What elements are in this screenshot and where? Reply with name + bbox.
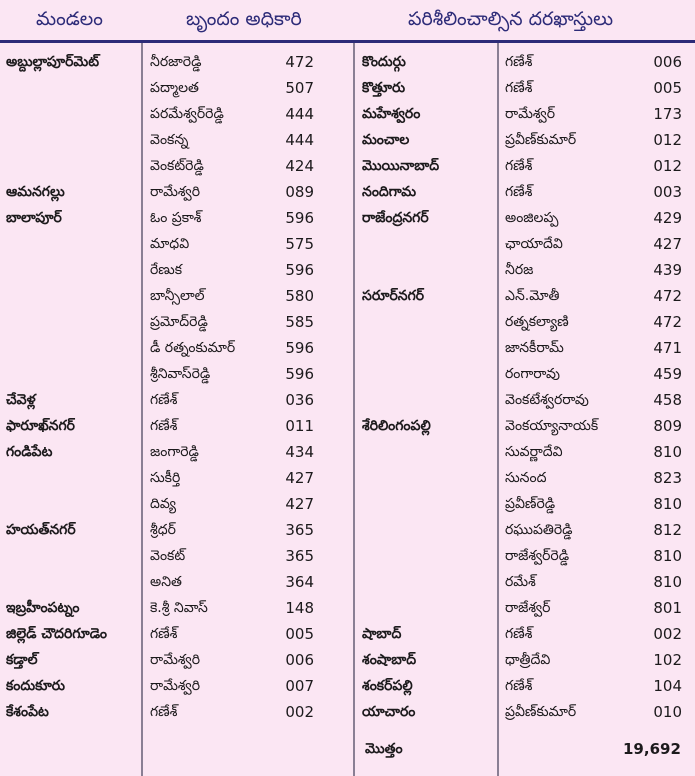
header-divider xyxy=(0,40,695,43)
header-mandal: మండలం xyxy=(36,8,103,30)
mandal-cell: బాలాపూర్ xyxy=(6,210,62,226)
officer-cell: నీరజారెడ్డి xyxy=(150,54,202,70)
officer-cell: పరమేశ్వర్‌రెడ్డి xyxy=(150,106,224,122)
count-cell: 002 xyxy=(285,703,314,721)
count-cell: 444 xyxy=(285,105,314,123)
officer-cell: వెంకన్న xyxy=(150,132,189,148)
count-cell: 036 xyxy=(285,391,314,409)
total-label: మొత్తం xyxy=(365,741,403,757)
officer-cell: రాజేశ్వర్ xyxy=(505,600,551,616)
officer-cell: గణేశ్ xyxy=(150,418,178,434)
count-cell: 810 xyxy=(653,573,682,591)
count-cell: 012 xyxy=(653,157,682,175)
count-cell: 365 xyxy=(285,521,314,539)
officer-cell: వెంకయ్యానాయక్ xyxy=(505,418,599,434)
officer-cell: గణేశ్ xyxy=(150,626,178,642)
officer-cell: నీరజ xyxy=(505,262,534,278)
officer-cell: గణేశ్ xyxy=(150,392,178,408)
count-cell: 472 xyxy=(653,313,682,331)
table-row xyxy=(0,101,695,127)
mandal-cell: శంషాబాద్ xyxy=(362,652,417,668)
count-cell: 007 xyxy=(285,677,314,695)
header-officer: బృందం అధికారి xyxy=(186,8,302,30)
count-cell: 596 xyxy=(285,261,314,279)
officer-cell: దివ్య xyxy=(150,496,177,512)
table-row xyxy=(0,621,695,647)
officer-cell: రత్నకల్యాణి xyxy=(505,314,569,330)
table-row xyxy=(0,257,695,283)
table-row xyxy=(0,361,695,387)
mandal-cell: మంచాల xyxy=(362,132,410,148)
mandal-cell: గండిపేట xyxy=(6,444,53,460)
mandal-cell: కడ్తాల్ xyxy=(6,652,38,668)
count-cell: 575 xyxy=(285,235,314,253)
officer-cell: పద్మాలత xyxy=(150,80,199,96)
count-cell: 596 xyxy=(285,365,314,383)
count-cell: 102 xyxy=(653,651,682,669)
officer-cell: బాన్సీలాల్ xyxy=(150,288,205,304)
count-cell: 364 xyxy=(285,573,314,591)
count-cell: 429 xyxy=(653,209,682,227)
count-cell: 444 xyxy=(285,131,314,149)
officer-cell: రామేశ్వర్ xyxy=(505,106,556,122)
officer-cell: శ్రీనివాస్‌రెడ్డి xyxy=(150,366,211,382)
mandal-cell: శేరిలింగంపల్లి xyxy=(362,418,431,434)
mandal-cell: కొందుర్గు xyxy=(362,54,406,70)
count-cell: 458 xyxy=(653,391,682,409)
officer-cell: రమేశ్ xyxy=(505,574,536,590)
count-cell: 472 xyxy=(653,287,682,305)
mandal-cell: జిల్లెడ్ చౌదరిగూడెం xyxy=(6,626,108,642)
officer-cell: అంజిలప్ప xyxy=(505,210,559,226)
mandal-cell: రాజేంద్రనగర్ xyxy=(362,210,429,226)
officer-cell: జంగారెడ్డి xyxy=(150,444,199,460)
header-applications: పరిశీలించాల్సిన దరఖాస్తులు xyxy=(408,8,614,30)
officer-cell: వెంకట్ xyxy=(150,548,186,564)
count-cell: 823 xyxy=(653,469,682,487)
officer-cell: సుకీర్తి xyxy=(150,470,181,486)
count-cell: 580 xyxy=(285,287,314,305)
table-row xyxy=(0,231,695,257)
count-cell: 002 xyxy=(653,625,682,643)
count-cell: 507 xyxy=(285,79,314,97)
count-cell: 812 xyxy=(653,521,682,539)
mandal-cell: నందిగామ xyxy=(362,184,417,200)
officer-cell: గణేశ్ xyxy=(505,80,533,96)
officer-cell: వెంకటేశ్వరరావు xyxy=(505,392,589,408)
mandal-cell: ఫారూఖ్‌నగర్ xyxy=(6,418,75,434)
count-cell: 810 xyxy=(653,443,682,461)
table-row xyxy=(0,699,695,725)
table-row xyxy=(0,491,695,517)
officer-cell: ప్రమోద్‌రెడ్డి xyxy=(150,314,208,330)
officer-cell: రామేశ్వరి xyxy=(150,184,201,200)
table-row xyxy=(0,673,695,699)
count-cell: 471 xyxy=(653,339,682,357)
table-row xyxy=(0,309,695,335)
officer-cell: శ్రీధర్ xyxy=(150,522,176,538)
table-row xyxy=(0,179,695,205)
mandal-cell: యాచారం xyxy=(362,704,416,720)
table-row xyxy=(0,49,695,75)
officer-cell: గణేశ్ xyxy=(505,184,533,200)
mandal-cell: కేశంపేట xyxy=(6,704,49,720)
table-row xyxy=(0,75,695,101)
count-cell: 006 xyxy=(285,651,314,669)
officer-cell: సువర్ణాదేవి xyxy=(505,444,563,460)
officer-cell: సునంద xyxy=(505,470,547,486)
count-cell: 005 xyxy=(285,625,314,643)
officer-cell: గణేశ్ xyxy=(150,704,178,720)
count-cell: 596 xyxy=(285,209,314,227)
count-cell: 003 xyxy=(653,183,682,201)
table-row xyxy=(0,647,695,673)
mandal-cell: ఆమనగల్లు xyxy=(6,184,65,200)
count-cell: 434 xyxy=(285,443,314,461)
mandal-cell: కొత్తూరు xyxy=(362,80,406,96)
officer-cell: రఘుపతిరెడ్డి xyxy=(505,522,573,538)
total-value: 19,692 xyxy=(623,740,681,758)
officer-cell: మాధవి xyxy=(150,236,190,252)
mandal-cell: శంకర్‌పల్లి xyxy=(362,678,413,694)
officer-cell: ప్రవీణ్‌కుమార్ xyxy=(505,132,577,148)
table-row xyxy=(0,153,695,179)
table-row xyxy=(0,387,695,413)
officer-cell: రేణుక xyxy=(150,262,183,278)
table-row xyxy=(0,335,695,361)
count-cell: 427 xyxy=(653,235,682,253)
officer-cell: ప్రవీణ్‌రెడ్డి xyxy=(505,496,556,512)
table-row xyxy=(0,595,695,621)
mandal-cell: మొయినాబాద్ xyxy=(362,158,440,174)
count-cell: 173 xyxy=(653,105,682,123)
table-row xyxy=(0,413,695,439)
officer-cell: ఎన్.మోతీ xyxy=(505,288,560,304)
count-cell: 596 xyxy=(285,339,314,357)
mandal-cell: మహేశ్వరం xyxy=(362,106,421,122)
count-cell: 801 xyxy=(653,599,682,617)
table-row xyxy=(0,517,695,543)
mandal-cell: హయత్‌నగర్ xyxy=(6,522,76,538)
table-row xyxy=(0,543,695,569)
mandal-cell: షాబాద్ xyxy=(362,626,402,642)
officer-cell: డీ రత్నంకుమార్ xyxy=(150,340,236,356)
count-cell: 459 xyxy=(653,365,682,383)
officer-cell: రామేశ్వరి xyxy=(150,678,201,694)
table-row xyxy=(0,465,695,491)
officer-cell: రంగారావు xyxy=(505,366,560,382)
officer-cell: జానకీరామ్ xyxy=(505,340,564,356)
officer-cell: రాజేశ్వర్‌రెడ్డి xyxy=(505,548,570,564)
officer-cell: గణేశ్ xyxy=(505,678,533,694)
count-cell: 810 xyxy=(653,495,682,513)
mandal-cell: ఇబ్రహీంపట్నం xyxy=(6,600,80,616)
officer-cell: గణేశ్ xyxy=(505,54,533,70)
count-cell: 005 xyxy=(653,79,682,97)
count-cell: 427 xyxy=(285,495,314,513)
mandal-cell: చేవెళ్ల xyxy=(6,392,36,408)
officer-cell: గణేశ్ xyxy=(505,158,533,174)
count-cell: 585 xyxy=(285,313,314,331)
count-cell: 424 xyxy=(285,157,314,175)
count-cell: 104 xyxy=(653,677,682,695)
officer-cell: ధాత్రీదేవి xyxy=(505,652,551,668)
count-cell: 012 xyxy=(653,131,682,149)
officer-cell: కె.శ్రీ నివాస్ xyxy=(150,600,208,616)
officer-cell: అనిత xyxy=(150,574,182,590)
count-cell: 089 xyxy=(285,183,314,201)
table-row xyxy=(0,127,695,153)
count-cell: 011 xyxy=(285,417,314,435)
table-header xyxy=(0,0,695,40)
count-cell: 809 xyxy=(653,417,682,435)
count-cell: 810 xyxy=(653,547,682,565)
mandal-cell: అబ్దుల్లాపూర్‌మెట్ xyxy=(6,54,100,70)
officer-cell: ఛాయాదేవి xyxy=(505,236,563,252)
count-cell: 006 xyxy=(653,53,682,71)
count-cell: 439 xyxy=(653,261,682,279)
mandal-cell: సరూర్‌నగర్ xyxy=(362,288,425,304)
officer-cell: ప్రవీణ్‌కుమార్ xyxy=(505,704,577,720)
count-cell: 148 xyxy=(285,599,314,617)
table-row xyxy=(0,283,695,309)
officer-cell: గణేశ్ xyxy=(505,626,533,642)
count-cell: 472 xyxy=(285,53,314,71)
table-row xyxy=(0,205,695,231)
count-cell: 010 xyxy=(653,703,682,721)
total-row xyxy=(0,736,695,762)
officer-cell: ఓం ప్రకాశ్ xyxy=(150,210,202,226)
table-row xyxy=(0,569,695,595)
officer-cell: వెంకట్‌రెడ్డి xyxy=(150,158,204,174)
table-row xyxy=(0,439,695,465)
count-cell: 365 xyxy=(285,547,314,565)
mandal-cell: కందుకూరు xyxy=(6,678,65,694)
officer-cell: రామేశ్వరి xyxy=(150,652,201,668)
count-cell: 427 xyxy=(285,469,314,487)
